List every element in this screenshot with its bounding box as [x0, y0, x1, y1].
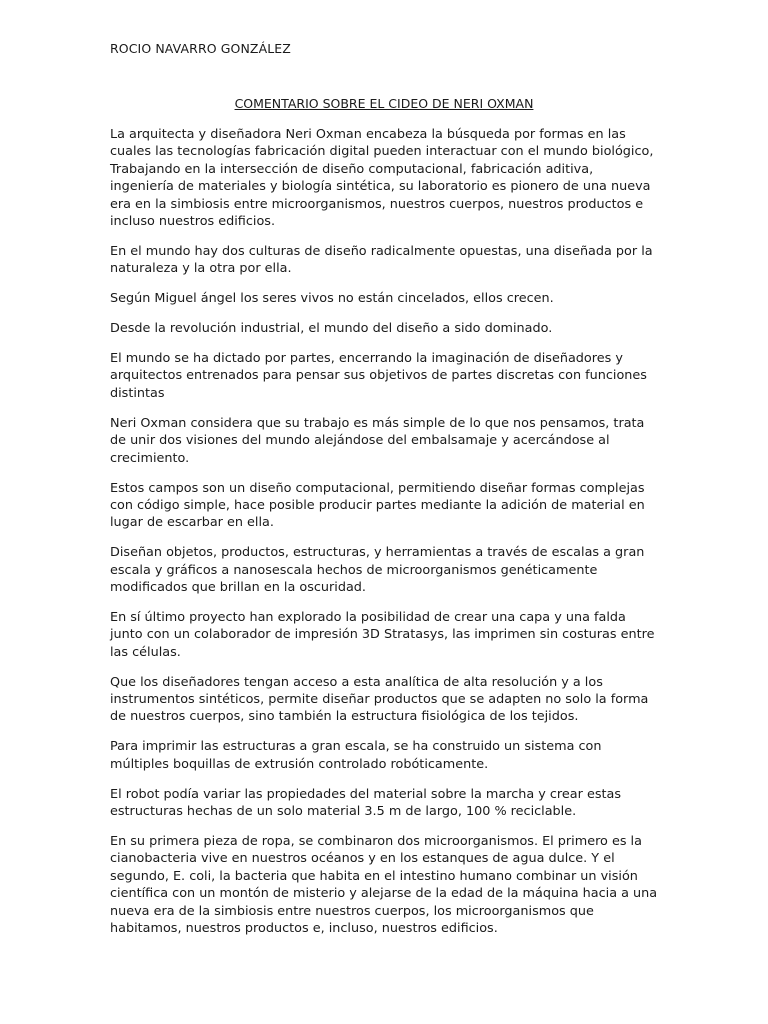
paragraph: El robot podía variar las propiedades del material sobre la marcha y crear estas estructuras hechas de un solo material 3.5 m de largo, 100 % reciclable. [110, 786, 622, 820]
paragraph: Estos campos son un diseño computacional, permitiendo diseñar formas complejas con código simple, hace posible producir partes mediante la adición de material en lugar de escarbar en ella. [110, 480, 645, 531]
paragraph: La arquitecta y diseñadora Neri Oxman encabeza la búsqueda por formas en las cuales las tecnologías fabricación digital pueden interactuar con el mundo biológico, Trabajando en la intersección de diseño computacional, fabricación aditiva, ingeniería de materiales y biología sintética, su laboratorio es pionero de una nueva era en la simbiosis entre microorganismos, nuestros cuerpos, nuestros productos e incluso nuestros edificios. [110, 127, 654, 230]
author-name: ROCIO NAVARRO GONZÁLEZ [110, 41, 291, 56]
paragraph: Neri Oxman considera que su trabajo es más simple de lo que nos pensamos, trata de unir dos visiones del mundo alejándose del embalsamaje y acercándose al crecimiento. [110, 415, 645, 466]
paragraph: En sí último proyecto han explorado la posibilidad de crear una capa y una falda junto con un colaborador de impresión 3D Stratasys, las imprimen sin costuras entre las células. [110, 609, 655, 660]
document-body [110, 126, 660, 950]
document-title: COMENTARIO SOBRE EL CIDEO DE NERI OXMAN [234, 96, 534, 111]
paragraph: Desde la revolución industrial, el mundo del diseño a sido dominado. [110, 321, 553, 337]
paragraph: Diseñan objetos, productos, estructuras, y herramientas a través de escalas a gran escala y gráficos a nanosescala hechos de microorganismos genéticamente modificados que brillan en la oscuridad. [110, 545, 645, 596]
paragraph: Para imprimir las estructuras a gran escala, se ha construido un sistema con múltiples boquillas de extrusión controlado robóticamente. [110, 739, 602, 772]
paragraph: Que los diseñadores tengan acceso a esta analítica de alta resolución y a los instrumentos sintéticos, permite diseñar productos que se adapten no solo la forma de nuestros cuerpos, sino también la estructura fisiológica de los tejidos. [110, 674, 649, 725]
paragraph: Según Miguel ángel los seres vivos no están cincelados, ellos crecen. [110, 291, 554, 307]
paragraph: En su primera pieza de ropa, se combinaron dos microorganismos. El primero es la cianobacteria vive en nuestros océanos y en los estanques de agua dulce. Y el segundo, E. coli, la bacteria que habita en el intestino humano combinar un visión científica con un montón de misterio y alejarse de la edad de la máquina hacia a una nueva era de la simbiosis entre nuestros cuerpos, los microorganismos que habitamos, nuestros productos e, incluso, nuestros edificios. [110, 834, 658, 937]
paragraph: El mundo se ha dictado por partes, encerrando la imaginación de diseñadores y arquitectos entrenados para pensar sus objetivos de partes discretas con funciones distintas [110, 351, 647, 401]
paragraph: En el mundo hay dos culturas de diseño radicalmente opuestas, una diseñada por la naturaleza y la otra por ella. [110, 243, 653, 277]
